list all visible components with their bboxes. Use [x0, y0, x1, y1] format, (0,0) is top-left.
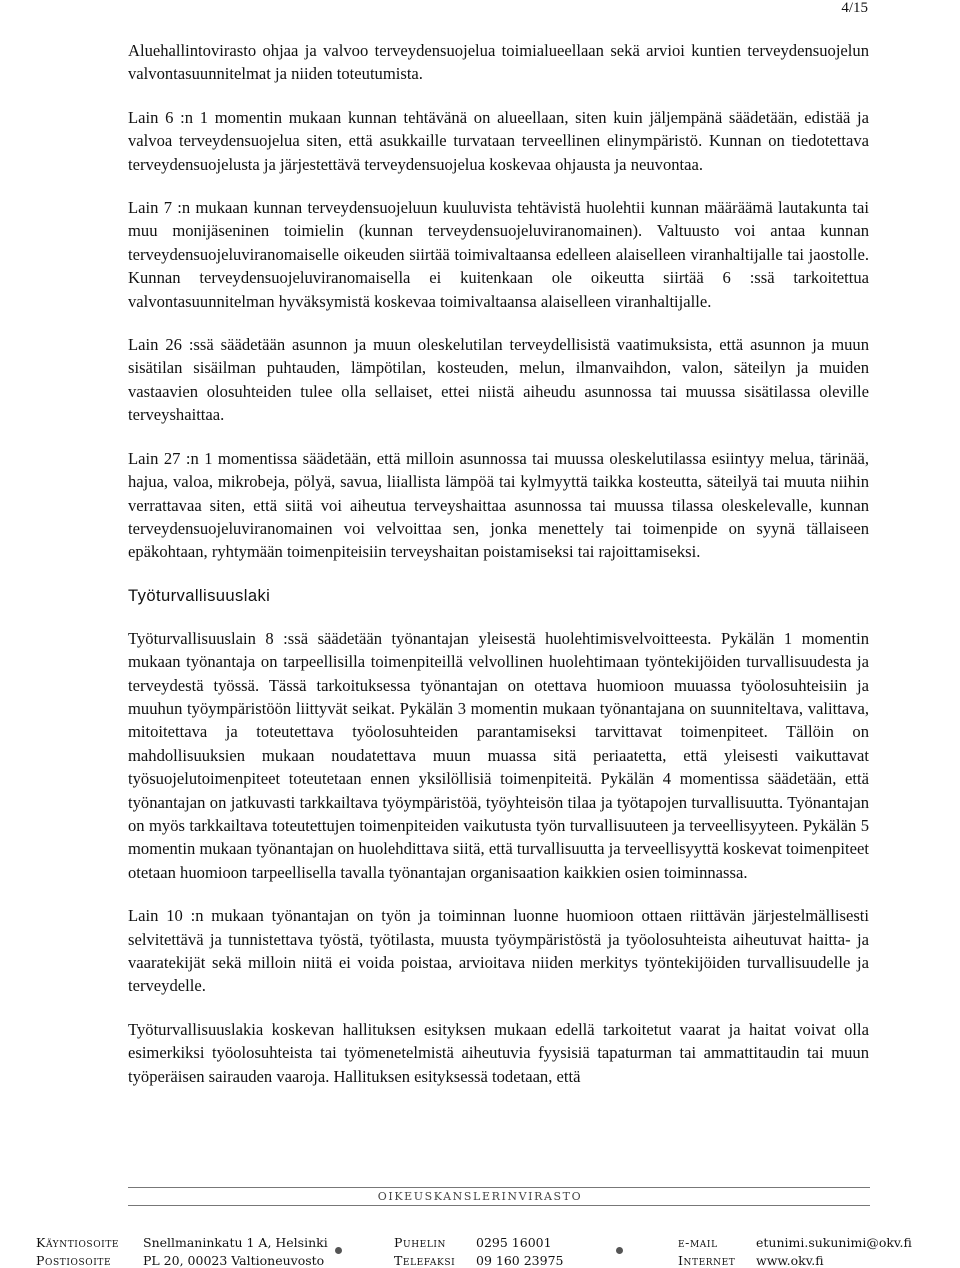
- phone-number: 0295 16001: [476, 1235, 552, 1250]
- footer-brand: OIKEUSKANSLERINVIRASTO: [377, 1190, 583, 1203]
- footer-divider: [128, 1205, 870, 1206]
- page-number: 4/15: [841, 0, 868, 16]
- visit-address-label: Käyntiosoite: [36, 1235, 120, 1250]
- phone-label: Puhelin: [394, 1235, 447, 1250]
- bullet-icon: [616, 1247, 623, 1254]
- paragraph: Aluehallintovirasto ohjaa ja valvoo terveydensuojelua toimialueellaan sekä arvioi kuntien terveydensuojelun valvontasuunnitelmat ja niiden toteutumista.: [128, 41, 869, 84]
- footer-divider: [128, 1187, 870, 1188]
- section-heading: Työturvallisuuslaki: [128, 585, 271, 605]
- website-link[interactable]: www.okv.fi: [756, 1253, 824, 1268]
- postal-address-label: Postiosoite: [36, 1253, 112, 1268]
- visit-address: Snellmaninkatu 1 A, Helsinki: [143, 1235, 328, 1250]
- internet-label: Internet: [678, 1253, 736, 1268]
- postal-address: PL 20, 00023 Valtioneuvosto: [143, 1253, 325, 1268]
- paragraph: Lain 10 :n mukaan työnantajan on työn ja toiminnan luonne huomioon ottaen riittävän järjestelmällisesti selvitettävä ja tunnistettava työstä, työtilasta, muusta työympäristöstä ja työolosuhteista aiheutuvat haitta- ja vaaratekijät sekä milloin niitä ei voida poistaa, arvioitava niiden merkitys työntekijöiden turvallisuudelle ja terveydelle.: [128, 906, 869, 996]
- paragraph: Työturvallisuuslain 8 :ssä säädetään työnantajan yleisestä huolehtimisvelvoitteesta. Pykälän 1 momentin mukaan työnantaja on tarpeellisilla toimenpiteillä velvollinen huolehtimaan työntekijöiden turvallisuudesta ja terveydestä työssä. Tässä tarkoituksessa työnantajan on otettava huomioon muuassa työolosuhteisiin ja muuhun työympäristöön liittyvät seikat. Pykälän 3 momentin mukaan työnantajana on suunniteltava, valittava, mitoitettava ja toteutettava työolosuhteiden parantamiseksi tarvittavat toimenpiteet. Tällöin on mahdollisuuksien mukaan noudatettava muun muassa sitä periaatetta, että yleisesti vaikuttavat työsuojelutoimenpiteet toteutetaan ennen yksilöllisiä toimenpiteitä. Pykälän 4 momentissa säädetään, että työnantajan on jatkuvasti tarkkailtava työympäristöä, työyhteisön tilaa ja työtapojen turvallisuutta. Työnantajan on myös tarkkailtava toteutettujen toimenpiteiden vaikutusta työn turvallisuuteen ja terveellisyyteen. Pykälän 5 momentin mukaan työnantajan on huolehdittava siitä, että turvallisuutta ja terveellisyyttä koskevat toimenpiteet otetaan huomioon tarpeellisella tavalla työnantajan organisaation kaikkien osien toiminnassa.: [128, 628, 869, 882]
- paragraph: Lain 6 :n 1 momentin mukaan kunnan tehtävänä on alueellaan, siten kuin jäljempänä säädetään, edistää ja valvoa terveydensuojelua siten, että asukkaille turvataan terveellinen elinympäristö. Kunnan on tiedotettava terveydensuojelusta ja järjestettävä terveydensuojelua koskevaa ohjausta ja neuvontaa.: [128, 107, 869, 174]
- bullet-icon: [335, 1247, 342, 1254]
- email-label: e-mail: [678, 1235, 718, 1250]
- page-footer: [0, 1187, 960, 1267]
- paragraph: Lain 27 :n 1 momentissa säädetään, että milloin asunnossa tai muussa oleskelutilassa esiintyy melua, tärinää, hajua, valoa, mikrobeja, pölyä, savua, liiallista lämpöä tai kylmyyttä taikka kosteutta, säteilyä tai muuta niihin verrattavaa siten, että siitä voi aiheutua terveyshaittaa asunnossa tai muussa tilassa oleskelevalle, kunnan terveydensuojeluviranomainen voi velvoittaa sen, jonka menettely tai toimenpide on syynä tällaiseen epäkohtaan, ryhtymään toimenpiteisiin terveyshaitan poistamiseksi tai rajoittamiseksi.: [128, 448, 869, 562]
- fax-label: Telefaksi: [394, 1253, 456, 1268]
- fax-number: 09 160 23975: [476, 1253, 564, 1268]
- paragraph: Lain 7 :n mukaan kunnan terveydensuojeluun kuuluvista tehtävistä huolehtii kunnan määräämä lautakunta tai muu monijäseninen toimielin (kunnan terveydensuojeluviranomainen). Valtuusto voi antaa kunnan terveydensuojeluviranomaiselle oikeuden siirtää toimivaltaansa edelleen alaiselleen viranhaltijalle tai jaostolle. Kunnan terveydensuojeluviranomaisella ei kuitenkaan ole oikeutta siirtää 6 :ssä tarkoitettua valvontasuunnitelman hyväksymistä koskevaa toimivaltaansa alaiselleen viranhaltijalle.: [128, 198, 869, 311]
- document-body: [128, 39, 869, 1088]
- paragraph: Lain 26 :ssä säädetään asunnon ja muun oleskelutilan terveydellisistä vaatimuksista, että asunnon ja muun sisätilan sisäilman puhtauden, lämpötilan, kosteuden, melun, ilmanvaihdon, valon, säteilyn ja muiden vastaavien olosuhteiden tulee olla sellaiset, ettei niistä aiheudu asunnossa tai muussa sisätilassa oleville terveyshaittaa.: [128, 335, 869, 425]
- email-address[interactable]: etunimi.sukunimi@okv.fi: [756, 1235, 912, 1250]
- paragraph: Työturvallisuuslakia koskevan hallituksen esityksen mukaan edellä tarkoitetut vaarat ja haitat voivat olla esimerkiksi työolosuhteista tai työmenetelmistä aiheutuvia fyysisiä tapaturman tai ammattitaudin tai muun työperäisen sairauden vaaroja. Hallituksen esityksessä todetaan, että: [128, 1019, 869, 1086]
